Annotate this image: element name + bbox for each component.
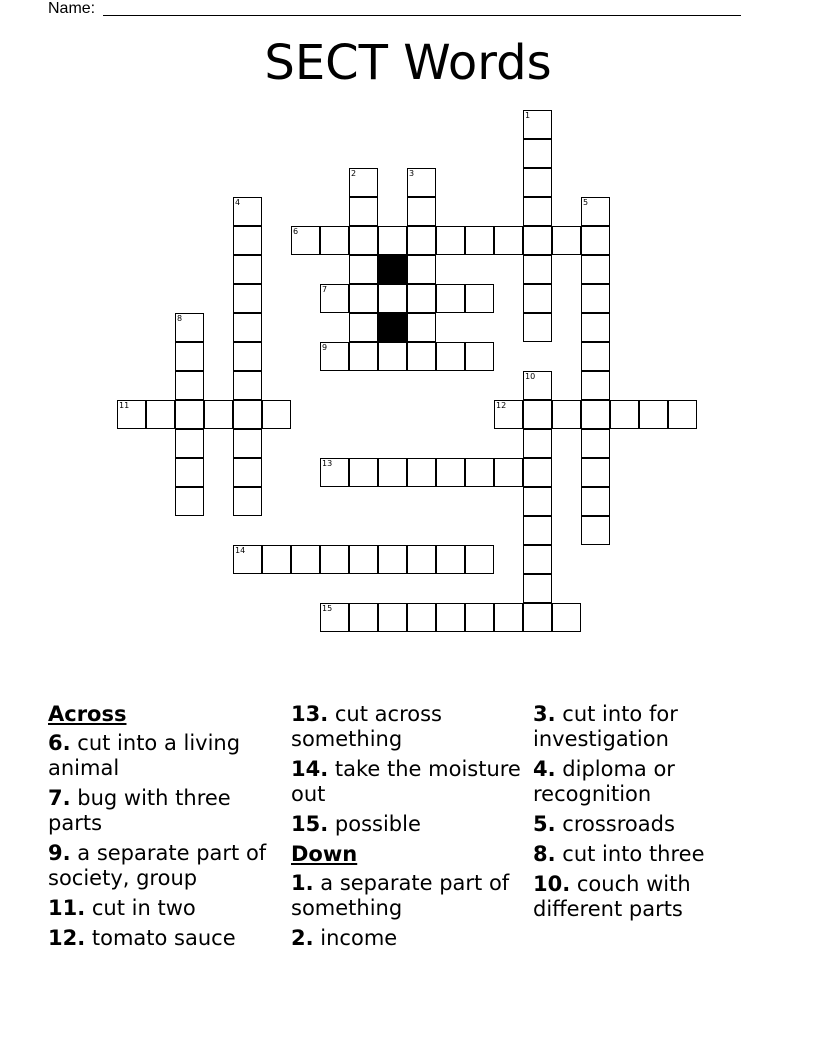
clue-column-3: [533, 702, 763, 927]
crossword-cell[interactable]: [523, 110, 552, 139]
crossword-cell[interactable]: [523, 574, 552, 603]
crossword-cell[interactable]: [581, 487, 610, 516]
crossword-cell[interactable]: [552, 603, 581, 632]
crossword-cell[interactable]: [523, 603, 552, 632]
crossword-cell[interactable]: [378, 603, 407, 632]
crossword-cell[interactable]: [407, 603, 436, 632]
crossword-cell[interactable]: [523, 516, 552, 545]
clue-number-label: 10: [525, 372, 536, 381]
crossword-cell[interactable]: [175, 313, 204, 342]
crossword-cell[interactable]: [552, 226, 581, 255]
crossword-cell[interactable]: [349, 545, 378, 574]
crossword-cell[interactable]: [320, 284, 349, 313]
crossword-cell[interactable]: [436, 342, 465, 371]
crossword-cell[interactable]: [639, 400, 668, 429]
crossword-cell[interactable]: [233, 429, 262, 458]
clue-across-9: 9. a separate part of society, group: [48, 841, 267, 890]
crossword-cell[interactable]: [320, 342, 349, 371]
clue-down-5: 5. crossroads: [533, 812, 675, 836]
crossword-cell[interactable]: [581, 284, 610, 313]
crossword-black-cell: [378, 313, 407, 342]
crossword-cell[interactable]: [320, 458, 349, 487]
clue-down-4: 4. diploma or recognition: [533, 757, 675, 806]
crossword-cell[interactable]: [465, 603, 494, 632]
crossword-cell[interactable]: [349, 458, 378, 487]
clue-number-label: 15: [322, 604, 333, 613]
crossword-cell[interactable]: [552, 400, 581, 429]
crossword-cell[interactable]: [581, 255, 610, 284]
clue-number-label: 8: [177, 314, 183, 323]
clue-number-label: 9: [322, 343, 328, 352]
crossword-cell[interactable]: [175, 400, 204, 429]
crossword-cell[interactable]: [146, 400, 175, 429]
crossword-cell[interactable]: [407, 226, 436, 255]
crossword-cell[interactable]: [233, 197, 262, 226]
clue-number-label: 1: [525, 111, 531, 120]
clue-number-label: 2: [351, 169, 357, 178]
crossword-cell[interactable]: [378, 458, 407, 487]
crossword-cell[interactable]: [349, 603, 378, 632]
crossword-cell[interactable]: [233, 255, 262, 284]
crossword-cell[interactable]: [494, 400, 523, 429]
clue-down-1: 1. a separate part of something: [291, 871, 510, 920]
crossword-cell[interactable]: [465, 545, 494, 574]
crossword-cell[interactable]: [523, 545, 552, 574]
crossword-cell[interactable]: [175, 458, 204, 487]
crossword-cell[interactable]: [320, 603, 349, 632]
clue-across-6: 6. cut into a living animal: [48, 731, 241, 780]
crossword-cell[interactable]: [668, 400, 697, 429]
clue-number-label: 7: [322, 285, 328, 294]
crossword-cell[interactable]: [262, 545, 291, 574]
crossword-cell[interactable]: [262, 400, 291, 429]
crossword-cell[interactable]: [523, 371, 552, 400]
clue-number-label: 14: [235, 546, 246, 555]
crossword-cell[interactable]: [494, 458, 523, 487]
crossword-cell[interactable]: [349, 168, 378, 197]
crossword-cell[interactable]: [465, 284, 494, 313]
down-heading: Down: [291, 842, 358, 866]
crossword-cell[interactable]: [407, 342, 436, 371]
crossword-cell[interactable]: [436, 226, 465, 255]
crossword-cell[interactable]: [523, 139, 552, 168]
crossword-cell[interactable]: [523, 400, 552, 429]
crossword-cell[interactable]: [233, 313, 262, 342]
clue-across-13: 13. cut across something: [291, 702, 442, 751]
crossword-cell[interactable]: [523, 458, 552, 487]
crossword-cell[interactable]: [581, 313, 610, 342]
crossword-cell[interactable]: [175, 429, 204, 458]
crossword-cell[interactable]: [465, 458, 494, 487]
crossword-cell[interactable]: [378, 342, 407, 371]
crossword-cell[interactable]: [581, 371, 610, 400]
crossword-cell[interactable]: [349, 255, 378, 284]
crossword-cell[interactable]: [581, 197, 610, 226]
crossword-cell[interactable]: [291, 226, 320, 255]
crossword-cell[interactable]: [581, 458, 610, 487]
crossword-cell[interactable]: [233, 371, 262, 400]
crossword-cell[interactable]: [407, 255, 436, 284]
clue-across-15: 15. possible: [291, 812, 421, 836]
crossword-cell[interactable]: [465, 342, 494, 371]
crossword-cell[interactable]: [378, 284, 407, 313]
crossword-cell[interactable]: [349, 342, 378, 371]
across-heading: Across: [48, 702, 127, 726]
crossword-cell[interactable]: [407, 197, 436, 226]
crossword-black-cell: [378, 255, 407, 284]
clue-down-10: 10. couch with different parts: [533, 872, 691, 921]
crossword-cell[interactable]: [349, 284, 378, 313]
page-title: SECT Words: [264, 35, 552, 91]
clue-column-1: [48, 702, 278, 956]
clue-across-11: 11. cut in two: [48, 896, 196, 920]
crossword-cell[interactable]: [349, 226, 378, 255]
clue-number-label: 11: [119, 401, 130, 410]
crossword-cell[interactable]: [523, 197, 552, 226]
crossword-cell[interactable]: [320, 226, 349, 255]
crossword-cell[interactable]: [494, 603, 523, 632]
clue-number-label: 13: [322, 459, 333, 468]
crossword-cell[interactable]: [523, 226, 552, 255]
clue-down-3: 3. cut into for investigation: [533, 702, 678, 751]
clue-number-label: 3: [409, 169, 415, 178]
crossword-cell[interactable]: [233, 487, 262, 516]
crossword-cell[interactable]: [465, 226, 494, 255]
crossword-cell[interactable]: [523, 255, 552, 284]
crossword-cell[interactable]: [291, 545, 320, 574]
crossword-cell[interactable]: [610, 400, 639, 429]
crossword-cell[interactable]: [581, 429, 610, 458]
crossword-cell[interactable]: [523, 429, 552, 458]
clue-across-14: 14. take the moisture out: [291, 757, 521, 806]
crossword-cell[interactable]: [407, 458, 436, 487]
clue-down-8: 8. cut into three: [533, 842, 705, 866]
crossword-cell[interactable]: [378, 545, 407, 574]
crossword-cell[interactable]: [175, 342, 204, 371]
crossword-cell[interactable]: [117, 400, 146, 429]
crossword-cell[interactable]: [436, 284, 465, 313]
name-label: Name:: [48, 0, 96, 17]
crossword-cell[interactable]: [407, 168, 436, 197]
crossword-cell[interactable]: [349, 313, 378, 342]
crossword-cell[interactable]: [494, 226, 523, 255]
crossword-cell[interactable]: [523, 168, 552, 197]
crossword-cell[interactable]: [233, 400, 262, 429]
crossword-cell[interactable]: [523, 487, 552, 516]
crossword-cell[interactable]: [233, 545, 262, 574]
crossword-cell[interactable]: [175, 371, 204, 400]
clue-column-2: [291, 702, 521, 956]
crossword-cell[interactable]: [523, 313, 552, 342]
clue-number-label: 5: [583, 198, 589, 207]
crossword-cell[interactable]: [233, 284, 262, 313]
crossword-cell[interactable]: [204, 400, 233, 429]
crossword-cell[interactable]: [523, 284, 552, 313]
crossword-cell[interactable]: [581, 342, 610, 371]
crossword-cell[interactable]: [436, 458, 465, 487]
crossword-cell[interactable]: [581, 226, 610, 255]
crossword-cell[interactable]: [233, 226, 262, 255]
crossword-cell[interactable]: [407, 313, 436, 342]
clue-number-label: 4: [235, 198, 241, 207]
crossword-cell[interactable]: [233, 458, 262, 487]
crossword-cell[interactable]: [581, 400, 610, 429]
crossword-cell[interactable]: [407, 284, 436, 313]
crossword-cell[interactable]: [378, 226, 407, 255]
clue-number-label: 12: [496, 401, 507, 410]
clue-down-2: 2. income: [291, 926, 398, 950]
crossword-cell[interactable]: [436, 545, 465, 574]
clue-number-label: 6: [293, 227, 299, 236]
clue-across-12: 12. tomato sauce: [48, 926, 236, 950]
crossword-cell[interactable]: [233, 342, 262, 371]
clue-across-7: 7. bug with three parts: [48, 786, 231, 835]
crossword-cell[interactable]: [175, 487, 204, 516]
crossword-cell[interactable]: [407, 545, 436, 574]
crossword-cell[interactable]: [581, 516, 610, 545]
crossword-cell[interactable]: [320, 545, 349, 574]
crossword-cell[interactable]: [349, 197, 378, 226]
crossword-cell[interactable]: [436, 603, 465, 632]
